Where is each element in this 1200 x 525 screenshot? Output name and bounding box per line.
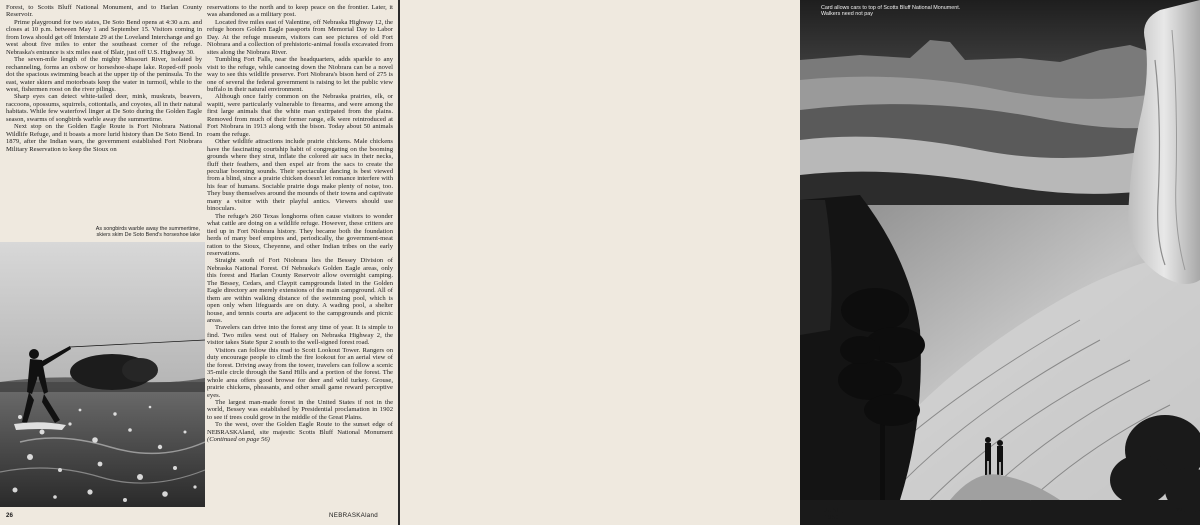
paragraph: Forest, to Scotts Bluff National Monument, and to Harlan County Reservoir. <box>6 4 202 19</box>
paragraph: Located five miles east of Valentine, off Nebraska Highway 12, the refuge honors Golden Eagle passports from Memorial Day to Labor Day. At the refuge museum, visitors can see pictures of old Fort Niobrara and a collection of prehistoric-animal fossils excavated from sites along the Niobrara River. <box>207 18 393 56</box>
paragraph: reservations to the north and to keep peace on the frontier. Later, it was abandoned as a military post. <box>207 4 393 19</box>
text-column-2 <box>207 4 393 512</box>
water-skier-illustration <box>0 242 205 507</box>
paragraph-text: To the west, over the Golden Eagle Route to the sunset edge of NEBRASKAland, site majestic Scotts Bluff National Monument <box>207 421 393 436</box>
text-column-1 <box>6 4 202 222</box>
continued-note: (Continued on page 56) <box>207 436 270 444</box>
photo-caption-right: Card allows cars to top of Scotts Bluff National Monument. Walkers need not pay <box>821 5 961 18</box>
right-page <box>400 0 1183 525</box>
page-number-left: 26 <box>6 512 13 519</box>
photo-caption-left: As songbirds warble away the summertime, skiers skim De Soto Bend's horseshoe lake <box>95 226 200 239</box>
paragraph: Other wildlife attractions include prairie chickens. Male chickens have the fascinating courtship habit of congregating on the booming grounds where they strut, inflate the colored air sacs in their necks, fluff their feathers, and then expel air from the sacs to create the peculiar booming sounds. Their spectacular dancing is best viewed from a blind, since a prairie chicken doesn't let romance interfere with his fear of humans. Sociable prairie dogs make plenty of noise, too. They busy themselves around the mounds of their towns and captivate many a visitor with their playful antics. Viewers should use binoculars. <box>207 138 393 213</box>
paragraph: Next stop on the Golden Eagle Route is Fort Niobrara National Wildlife Refuge, and it boasts a more lurid history than De Soto Bend. In 1879, after the Indian wars, the government established Fort Niobrara Military Reservation to keep the Sioux on <box>6 123 202 153</box>
footer-issue-date: JUNE, 1968 <box>824 507 844 521</box>
left-page <box>0 0 398 525</box>
paragraph: Although once fairly common on the Nebraska prairies, elk, or wapiti, were particularly vulnerable to firearms, and were among the first large animals that the white man extirpated from the plains. Removed from much of their former range, elk were reintroduced at Fort Niobrara in 1913 along with the bison. Today about 50 animals roam the refuge. <box>207 93 393 138</box>
paragraph: Tumbling Fort Falls, near the headquarters, adds sparkle to any visit to the refuge, while canoeing down the Niobrara can be a novel way to see this wildlife preserve. Fort Niobrara's bison herd of 275 is one of several the federal government is raising to let the public view buffalo in their natural environment. <box>207 56 393 93</box>
paragraph: The refuge's 260 Texas longhorns often cause visitors to wonder what cattle are doing on a wildlife refuge. However, these critters are tied up in Fort Niobrara history. They became both the foundation herds of many beef empires and, periodically, the government-meat ration to the Sioux, Cheyenne, and other Indian tribes on the early reservations. <box>207 212 393 257</box>
paragraph: The largest man-made forest in the United States if not in the world, Bessey was established by Presidential proclamation in 1902 to see if trees could grow in the middle of the Great Plains. <box>207 399 393 421</box>
paragraph: Sharp eyes can detect white-tailed deer, mink, muskrats, beavers, raccoons, opossums, squirrels, cottontails, and coyotes, all in their natural habitats. While few waterfowl linger at De Soto during the Golden Eagle season, swarms of songbirds warble away the summertime. <box>6 93 202 123</box>
paragraph <box>207 421 393 443</box>
footer-magazine-name: NEBRASKAland <box>329 512 378 519</box>
paragraph: The seven-mile length of the mighty Missouri River, isolated by rechanneling, forms an oxbow or horseshoe-shape lake. Roped-off pools dot the spacious swimming beach at the upper tip of the peninsula. To the east, water skiers and motorboats keep the water in turmoil, while to the west, fishermen roost on the river pilings. <box>6 56 202 93</box>
page-number-right: 27 <box>1176 507 1183 514</box>
paragraph: Travelers can drive into the forest any time of year. It is simple to find. Two miles west out of Halsey on Nebraska Highway 2, the visitor takes State Spur 2 south to the well-signed forest road. <box>207 324 393 347</box>
water-skier-photo <box>0 242 205 507</box>
paragraph: Straight south of Fort Niobrara lies the Bessey Division of Nebraska National Forest. Of Nebraska's Golden Eagle areas, only this forest and Harlan County Reservoir allow overnight camping. The Bessey, Cedars, and Claypit campgrounds listed in the Golden Eagle directory are merely extensions of the main campground. All of them are within walking distance of the swimming pool, which is open only when lifeguards are on duty. A wading pool, a shelter house, and tennis courts are adjacent to the campgrounds and picnic areas. <box>207 257 393 325</box>
bluff-landscape-illustration <box>800 0 1200 500</box>
scotts-bluff-photo <box>800 0 1200 500</box>
paragraph: Prime playground for two states, De Soto Bend opens at 4:30 a.m. and closes at 10 p.m. between May 1 and September 15. Visitors coming in from Iowa should get off Interstate 29 at the Loveland Interchange and go west about five miles to enter the southeast corner of the refuge. Nebraska's entrance is six miles east of Blair, just off U.S. Highway 30. <box>6 18 202 56</box>
paragraph: Visitors can follow this road to Scott Lookout Tower. Rangers on duty encourage people to climb the fire lookout for an aerial view of the forest. Driving away from the tower, travelers can follow a scenic 35-mile circle through the Sand Hills and a portion of the forest. The whole area offers good browse for deer and wild turkey. Grouse, prairie chickens, pheasants, and other small game reward perceptive eyes. <box>207 346 393 399</box>
